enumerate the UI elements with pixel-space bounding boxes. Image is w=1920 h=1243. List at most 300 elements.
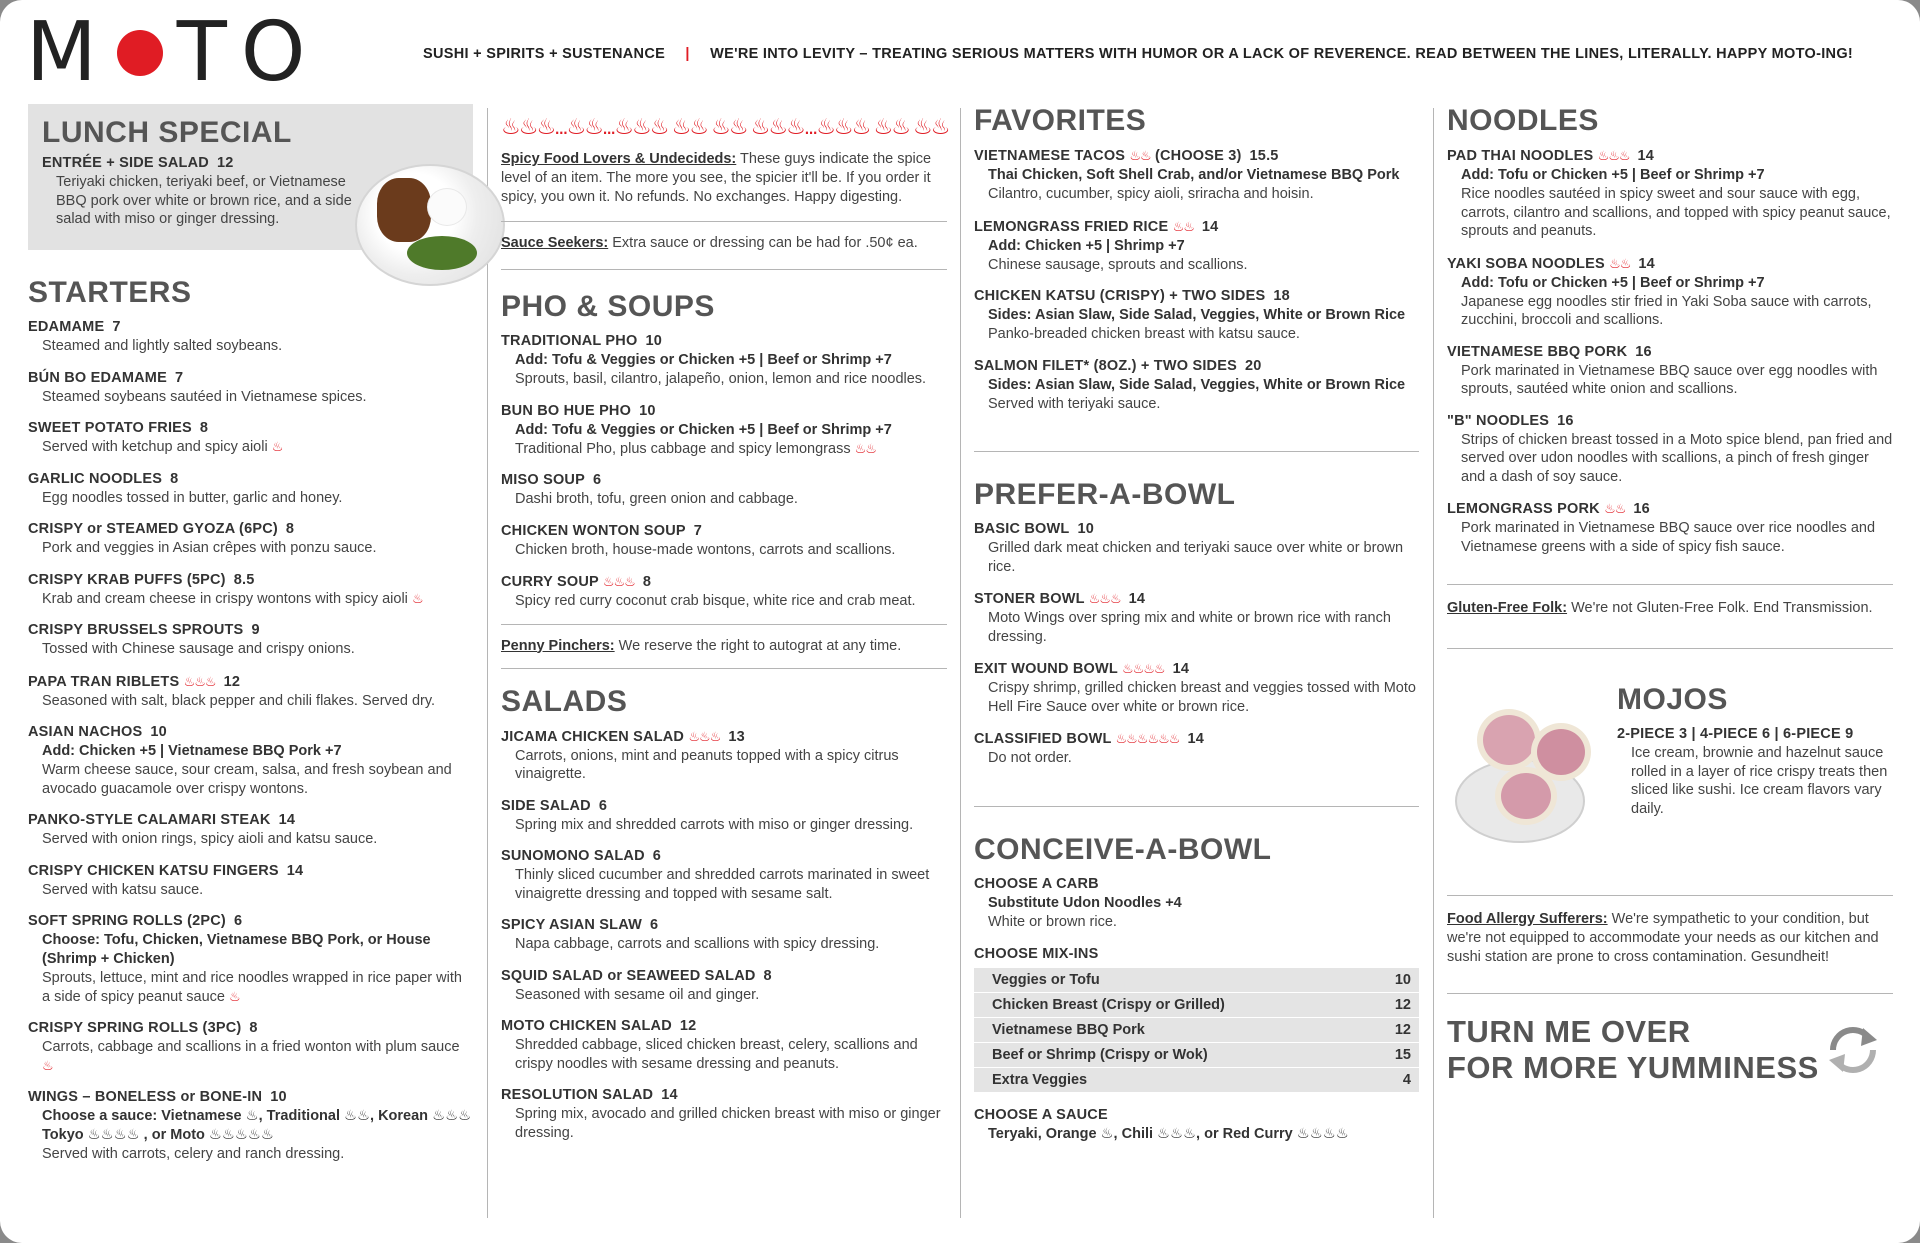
item-title — [501, 522, 947, 541]
item-price: 6 — [649, 917, 659, 933]
menu-item — [28, 369, 473, 407]
item-desc — [501, 816, 947, 835]
item-desc — [974, 395, 1419, 414]
item-name: CRISPY SPRING ROLLS (3PC) — [28, 1020, 242, 1036]
note-text: Extra sauce or dressing can be had for .50¢ ea. — [612, 235, 918, 251]
menu-item — [501, 522, 947, 560]
item-title — [1447, 254, 1893, 274]
logo-red-dot — [117, 30, 163, 76]
item-title — [1447, 499, 1893, 519]
item-desc-text: Do not order. — [988, 750, 1072, 766]
gluten-note — [1447, 599, 1893, 618]
menu-item — [974, 520, 1419, 576]
item-name: MOTO CHICKEN SALAD — [501, 1018, 672, 1034]
item-options: Choose: Tofu, Chicken, Vietnamese BBQ Pork, or House (Shrimp + Chicken) — [42, 932, 431, 967]
spicy-note — [501, 150, 947, 207]
item-desc-text: Shredded cabbage, sliced chicken breast, celery, scallions and crispy noodles with sesame dressing and peanuts. — [515, 1037, 918, 1072]
item-name: SOFT SPRING ROLLS (2PC) — [28, 913, 226, 929]
column-starters — [28, 104, 473, 1177]
menu-item — [28, 811, 473, 849]
item-desc-text: Krab and cream cheese in crispy wontons with spicy aioli — [42, 590, 408, 607]
item-desc-text: Rice noodles sautéed in spicy sweet and sour sauce with egg, carrots, cilantro and scallions, and topped with spicy peanut sauce, sprouts and peanuts. — [1461, 186, 1891, 239]
item-name: CRISPY BRUSSELS SPROUTS — [28, 622, 244, 638]
item-price: 8 — [763, 967, 772, 984]
item-desc — [974, 185, 1419, 204]
item-title — [501, 967, 947, 986]
mojos-desc: Ice cream, brownie and hazelnut sauce rolled in a layer of rice crispy treats then sliced like sushi. Ice cream flavors vary daily. — [1631, 745, 1888, 817]
item-name: EXIT WOUND BOWL — [974, 661, 1118, 677]
turn-over-line2: FOR MORE YUMMINESS — [1447, 1050, 1819, 1085]
mojo-piece-image — [1477, 709, 1541, 771]
item-options: Add: Tofu or Chicken +5 | Beef or Shrimp +7 — [1461, 167, 1765, 183]
item-title — [28, 621, 473, 640]
pepper-icon: ♨♨♨ — [1088, 591, 1121, 606]
mojo-piece-image — [1495, 767, 1557, 825]
item-desc-text: Chicken broth, house-made wontons, carrots and scallions. — [515, 541, 896, 558]
item-title — [28, 723, 473, 742]
item-desc — [501, 935, 947, 954]
item-desc — [1447, 431, 1893, 487]
logo-letter-m: M — [26, 5, 111, 100]
item-desc-text: Egg noodles tossed in butter, garlic and honey. — [42, 489, 343, 506]
item-name: ASIAN NACHOS — [28, 724, 143, 740]
item-title — [501, 1017, 947, 1036]
pepper-icon: ♨♨♨ — [688, 728, 721, 744]
item-title — [28, 318, 473, 337]
item-options: Thai Chicken, Soft Shell Crab, and/or Vietnamese BBQ Pork — [988, 167, 1400, 183]
tagline-right: WE'RE INTO LEVITY – TREATING SERIOUS MATTERS WITH HUMOR OR A LACK OF REVERENCE. READ BETWEEN THE LINES, LITERALLY. HAPPY MOTO-ING! — [710, 46, 1854, 62]
item-name: TRADITIONAL PHO — [501, 333, 638, 349]
item-title — [28, 912, 473, 931]
tagline-left: SUSHI + SPIRITS + SUSTENANCE — [423, 46, 666, 62]
mixin-price: 10 — [1394, 972, 1411, 988]
item-name: GARLIC NOODLES — [28, 470, 163, 487]
item-price: 14 — [1187, 731, 1204, 747]
item-desc — [974, 256, 1419, 275]
item-desc-text: Steamed and lightly salted soybeans. — [42, 338, 283, 354]
mixin-name: Veggies or Tofu — [992, 972, 1100, 988]
item-title — [501, 332, 947, 351]
item-price: 13 — [728, 728, 745, 745]
item-name: SPICY ASIAN SLAW — [501, 917, 642, 933]
item-title — [974, 146, 1419, 166]
item-title — [974, 287, 1419, 306]
item-options: Sides: Asian Slaw, Side Salad, Veggies, White or Brown Rice — [988, 376, 1406, 393]
item-title — [28, 811, 473, 830]
item-title — [28, 470, 473, 489]
item-options: Add: Chicken +5 | Vietnamese BBQ Pork +7 — [42, 743, 342, 759]
salad-image — [407, 236, 477, 270]
item-title — [974, 217, 1419, 237]
note-label: Penny Pinchers: — [501, 637, 615, 654]
item-price: 12 — [223, 673, 241, 690]
item-desc — [28, 539, 473, 558]
note-text: We reserve the right to autograt at any time. — [618, 637, 902, 654]
item-desc — [28, 692, 473, 711]
menu-item — [501, 916, 947, 954]
pepper-icon: ♨♨♨ — [1597, 148, 1630, 163]
menu-item — [28, 419, 473, 457]
menu-item — [1447, 343, 1893, 399]
column-favorites-bowls — [974, 104, 1419, 1144]
pepper-icon: ♨ — [411, 590, 423, 606]
item-price: 14 — [1128, 591, 1146, 607]
item-price: 9 — [251, 622, 260, 638]
item-name: BÚN BO EDAMAME — [28, 369, 167, 386]
item-desc — [501, 541, 947, 560]
item-desc-text: Traditional Pho, plus cabbage and spicy lemongrass — [515, 440, 851, 457]
note-label: Spicy Food Lovers & Undecideds: — [501, 151, 737, 167]
carb-desc: White or brown rice. — [988, 913, 1117, 930]
allergy-note — [1447, 910, 1893, 967]
item-title — [1447, 146, 1893, 166]
item-desc-text: Sprouts, lettuce, mint and rice noodles wrapped in rice paper with a side of spicy peanut sauce — [42, 970, 462, 1005]
item-name: WINGS – BONELESS or BONE-IN — [28, 1089, 263, 1105]
item-desc-text: Served with ketchup and spicy aioli — [42, 439, 268, 455]
item-price: 10 — [639, 402, 656, 419]
item-name: CHICKEN WONTON SOUP — [501, 522, 686, 539]
item-desc-text: Pork and veggies in Asian crêpes with ponzu sauce. — [42, 540, 377, 556]
item-desc-text: Tossed with Chinese sausage and crispy onions. — [42, 641, 355, 657]
starters-title: STARTERS — [28, 276, 192, 309]
item-title — [28, 571, 473, 590]
noodles-list — [1447, 146, 1893, 556]
mixin-name: Extra Veggies — [992, 1072, 1088, 1088]
tagline-separator: | — [685, 46, 690, 62]
item-desc-text: Pork marinated in Vietnamese BBQ sauce over egg noodles with sprouts, sautéed white onion and scallions. — [1461, 362, 1878, 397]
item-options: Add: Chicken +5 | Shrimp +7 — [988, 237, 1185, 254]
item-name: LEMONGRASS FRIED RICE — [974, 218, 1169, 235]
item-name: STONER BOWL — [974, 591, 1085, 607]
turn-over-section — [1447, 1014, 1893, 1086]
item-name: SWEET POTATO FRIES — [28, 420, 192, 436]
item-title — [974, 729, 1419, 749]
item-name: RESOLUTION SALAD — [501, 1087, 654, 1103]
item-price: 14 — [1637, 148, 1655, 164]
item-desc-text: Napa cabbage, carrots and scallions with spicy dressing. — [515, 936, 880, 952]
mixin-price: 15 — [1394, 1047, 1411, 1063]
menu-item — [28, 862, 473, 900]
menu-item — [501, 847, 947, 903]
item-desc-text: Thinly sliced cucumber and shredded carrots marinated in sweet vinaigrette dressing and topped with sesame salt. — [515, 867, 930, 902]
mojos-title: MOJOS — [1617, 683, 1728, 716]
note-label: Gluten-Free Folk: — [1447, 600, 1568, 616]
item-name: LEMONGRASS PORK — [1447, 501, 1600, 517]
salads-list — [501, 727, 947, 1143]
menu-item — [501, 1086, 947, 1142]
mojos-prices: 2-PIECE 3 | 4-PIECE 6 | 6-PIECE 9 — [1617, 726, 1854, 742]
item-desc — [28, 1145, 473, 1164]
item-desc — [501, 1105, 947, 1142]
item-price: 8.5 — [233, 571, 255, 588]
item-title — [501, 572, 947, 592]
menu-item — [974, 589, 1419, 646]
item-title — [501, 1086, 947, 1105]
item-desc — [974, 749, 1419, 768]
item-price: 16 — [1557, 412, 1574, 429]
item-desc — [501, 490, 947, 509]
noodles-title: NOODLES — [1447, 104, 1599, 137]
item-desc — [1447, 362, 1893, 399]
item-desc — [501, 866, 947, 903]
item-desc — [1447, 519, 1893, 556]
item-desc-text: Spicy red curry coconut crab bisque, white rice and crab meat. — [515, 593, 916, 609]
item-title — [28, 862, 473, 881]
item-desc — [28, 830, 473, 849]
item-desc-text: Panko-breaded chicken breast with katsu sauce. — [988, 326, 1300, 342]
item-desc-text: Seasoned with salt, black pepper and chili flakes. Served dry. — [42, 692, 436, 709]
item-price: 10 — [150, 724, 167, 740]
item-desc — [501, 370, 947, 389]
lunch-plate-image — [355, 164, 505, 286]
item-desc — [28, 969, 473, 1006]
carb-label: CHOOSE A CARB — [974, 875, 1099, 892]
item-price: 10 — [645, 333, 662, 349]
mixins-table — [974, 968, 1419, 1092]
item-title — [1447, 412, 1893, 431]
item-price: 14 — [1172, 661, 1190, 677]
item-name: PAD THAI NOODLES — [1447, 148, 1594, 164]
item-price: 10 — [1077, 521, 1094, 537]
menu-item — [1447, 412, 1893, 487]
divider — [501, 269, 947, 270]
item-price: 6 — [592, 472, 602, 488]
column-noodles-mojos — [1447, 104, 1893, 1086]
item-name: VIETNAMESE TACOS — [974, 148, 1126, 164]
item-price: 20 — [1244, 357, 1262, 374]
item-desc — [974, 325, 1419, 344]
mojos-image — [1447, 679, 1603, 849]
spice-scale-peppers: ♨♨♨...♨♨...♨♨♨ ♨♨ ♨♨ ♨♨♨...♨♨♨ ♨♨ ♨♨ — [501, 114, 949, 139]
menu-item — [28, 520, 473, 558]
item-title — [28, 672, 473, 692]
menu-item — [974, 287, 1419, 344]
item-price: 8 — [285, 521, 295, 537]
mixin-price: 12 — [1394, 1022, 1411, 1038]
column-divider — [960, 108, 961, 1218]
item-desc — [1447, 293, 1893, 330]
item-desc-text: Carrots, onions, mint and peanuts topped with a spicy citrus vinaigrette. — [515, 747, 899, 782]
moto-logo — [26, 5, 320, 100]
item-title — [974, 659, 1419, 679]
item-desc — [28, 640, 473, 659]
lunch-special-title: LUNCH SPECIAL — [42, 116, 292, 149]
item-desc — [28, 337, 473, 356]
item-desc-text: Steamed soybeans sautéed in Vietnamese spices. — [42, 388, 367, 405]
item-price: 6 — [233, 913, 243, 929]
rice-image — [427, 188, 467, 226]
item-price: 16 — [1633, 501, 1650, 517]
menu-item — [28, 723, 473, 798]
item-desc — [501, 592, 947, 611]
item-desc — [28, 438, 473, 457]
item-name: MISO SOUP — [501, 472, 585, 488]
mixin-row — [974, 1068, 1419, 1092]
item-price: 8 — [199, 420, 209, 436]
item-desc — [501, 440, 947, 459]
pepper-icon: ♨♨♨ — [183, 673, 216, 689]
item-desc-text: Served with teriyaki sauce. — [988, 395, 1161, 412]
pho-title: PHO & SOUPS — [501, 290, 715, 323]
divider — [501, 624, 947, 625]
item-desc-text: Cilantro, cucumber, spicy aioli, sriracha and hoisin. — [988, 186, 1314, 202]
mojos-section — [1447, 679, 1893, 869]
item-desc — [501, 986, 947, 1005]
note-text: We're not Gluten-Free Folk. End Transmission. — [1571, 600, 1873, 616]
pepper-icon: ♨♨ — [1609, 255, 1631, 271]
item-name: VIETNAMESE BBQ PORK — [1447, 343, 1628, 360]
item-desc — [501, 1036, 947, 1073]
mixin-price: 12 — [1394, 997, 1411, 1013]
item-desc — [28, 590, 473, 609]
item-name: CRISPY KRAB PUFFS (5PC) — [28, 571, 226, 588]
item-title — [501, 402, 947, 421]
item-name: BUN BO HUE PHO — [501, 402, 632, 419]
pepper-icon: ♨♨♨♨ — [1121, 661, 1165, 676]
item-desc — [28, 1038, 473, 1075]
item-desc-text: Sprouts, basil, cilantro, jalapeño, onion, lemon and rice noodles. — [515, 371, 927, 387]
item-desc-text: Strips of chicken breast tossed in a Moto spice blend, pan fried and served over udon noodles with scallions, a pinch of fresh ginger and a dash of soy sauce. — [1461, 431, 1893, 485]
menu-item — [28, 470, 473, 508]
item-title — [1447, 343, 1893, 362]
menu-item — [28, 672, 473, 711]
item-price: 15.5 — [1249, 148, 1279, 164]
item-name: CRISPY or STEAMED GYOZA (6PC) — [28, 521, 278, 537]
item-title — [974, 589, 1419, 609]
item-price: 16 — [1635, 343, 1652, 360]
divider — [501, 668, 947, 669]
pepper-icon: ♨♨ — [1604, 501, 1626, 516]
carb-option: Substitute Udon Noodles +4 — [988, 894, 1182, 911]
item-price: 7 — [112, 319, 121, 335]
pepper-icon: ♨ — [229, 988, 240, 1004]
item-name: BASIC BOWL — [974, 521, 1070, 537]
item-desc-text: Crispy shrimp, grilled chicken breast and veggies tossed with Moto Hell Fire Sauce over white or brown rice. — [988, 680, 1416, 715]
pepper-icon: ♨ — [271, 439, 283, 454]
menu-item — [28, 571, 473, 609]
menu-item — [974, 217, 1419, 275]
item-desc — [28, 761, 473, 798]
menu-item — [974, 729, 1419, 768]
menu-item — [501, 471, 947, 509]
item-price: 18 — [1273, 288, 1290, 304]
item-desc — [28, 388, 473, 407]
mixin-name: Beef or Shrimp (Crispy or Wok) — [992, 1047, 1208, 1063]
note-label: Sauce Seekers: — [501, 235, 609, 251]
item-price: 12 — [679, 1018, 697, 1034]
item-price: 14 — [1638, 255, 1655, 272]
item-price: 12 — [216, 155, 234, 171]
item-name: CHICKEN KATSU (CRISPY) + TWO SIDES — [974, 288, 1266, 304]
item-desc-text: Served with katsu sauce. — [42, 881, 204, 898]
item-desc — [1447, 185, 1893, 241]
conceive-a-bowl-title: CONCEIVE-A-BOWL — [974, 832, 1272, 866]
mixin-row — [974, 1043, 1419, 1067]
mixin-row — [974, 1018, 1419, 1042]
pepper-icon: ♨♨♨♨♨♨ — [1115, 731, 1180, 746]
note-text: These guys indicate the spice level of an item. The more you see, the spicier it'll be. If you order it spicy, you own it. No refunds. No exchanges. Happy digesting. — [501, 151, 932, 205]
divider — [1447, 993, 1893, 994]
menu-item — [501, 332, 947, 389]
item-desc-text: Grilled dark meat chicken and teriyaki sauce over white or brown rice. — [988, 540, 1404, 575]
item-title — [974, 520, 1419, 539]
sauce-label: CHOOSE A SAUCE — [974, 1107, 1108, 1123]
item-title — [974, 357, 1419, 376]
item-desc-text: Pork marinated in Vietnamese BBQ sauce over rice noodles and Vietnamese greens with a side of spicy fish sauce. — [1461, 520, 1876, 555]
mixin-name: Chicken Breast (Crispy or Grilled) — [992, 997, 1225, 1013]
item-options: Sides: Asian Slaw, Side Salad, Veggies, White or Brown Rice — [988, 307, 1406, 323]
item-name: SIDE SALAD — [501, 797, 591, 814]
item-name: PAPA TRAN RIBLETS — [28, 673, 180, 690]
item-title — [28, 1019, 473, 1038]
menu-item — [501, 402, 947, 459]
turn-over-line1: TURN ME OVER — [1447, 1014, 1691, 1049]
menu-item — [974, 146, 1419, 204]
favorites-list — [974, 146, 1419, 413]
item-options: Add: Tofu & Veggies or Chicken +5 | Beef or Shrimp +7 — [515, 352, 892, 368]
item-desc — [501, 747, 947, 784]
item-price: 8 — [642, 574, 652, 590]
bowls-list — [974, 520, 1419, 768]
item-extra: (CHOOSE 3) — [1154, 148, 1242, 164]
chicken-image — [377, 178, 431, 242]
item-desc-text: Spring mix and shredded carrots with miso or ginger dressing. — [515, 816, 914, 833]
item-price: 6 — [652, 848, 662, 864]
item-desc-text: Spring mix, avocado and grilled chicken breast with miso or ginger dressing. — [515, 1106, 941, 1141]
pepper-icon: ♨♨ — [1129, 148, 1151, 163]
menu-item — [28, 318, 473, 356]
column-divider — [1433, 108, 1434, 1218]
menu-item — [1447, 499, 1893, 556]
salads-title: SALADS — [501, 684, 628, 718]
menu-item — [501, 1017, 947, 1073]
starters-list — [28, 318, 473, 1164]
divider — [974, 451, 1419, 452]
item-desc — [974, 539, 1419, 576]
divider — [501, 221, 947, 222]
item-price: 7 — [693, 522, 703, 539]
divider — [1447, 584, 1893, 585]
divider — [1447, 895, 1893, 896]
item-title — [501, 727, 947, 747]
item-desc — [28, 881, 473, 900]
sauce-note — [501, 234, 947, 253]
pepper-icon: ♨ — [42, 1057, 53, 1073]
item-name: CLASSIFIED BOWL — [974, 731, 1112, 747]
item-title — [28, 1088, 473, 1107]
item-desc-text: Served with carrots, celery and ranch dressing. — [42, 1146, 345, 1162]
menu-item — [1447, 146, 1893, 241]
item-title — [28, 520, 473, 539]
item-desc-text: Seasoned with sesame oil and ginger. — [515, 986, 760, 1003]
pho-list — [501, 332, 947, 611]
item-price: 14 — [286, 862, 304, 879]
item-desc-text: Chinese sausage, sprouts and scallions. — [988, 256, 1248, 273]
divider — [1447, 648, 1893, 649]
mixins-label: CHOOSE MIX-INS — [974, 946, 1099, 962]
item-name: PANKO-STYLE CALAMARI STEAK — [28, 812, 271, 828]
favorites-title: FAVORITES — [974, 104, 1147, 137]
item-price: 6 — [598, 797, 608, 814]
divider — [974, 806, 1419, 807]
item-title — [501, 847, 947, 866]
item-title — [28, 369, 473, 388]
item-price: 7 — [174, 369, 184, 386]
column-soups-salads — [501, 104, 947, 1155]
sauce-options: Teryaki, Orange ♨, Chili ♨♨♨, or Red Curry ♨♨♨♨ — [988, 1126, 1349, 1142]
menu-item — [501, 572, 947, 611]
item-name: SQUID SALAD or SEAWEED SALAD — [501, 967, 756, 984]
